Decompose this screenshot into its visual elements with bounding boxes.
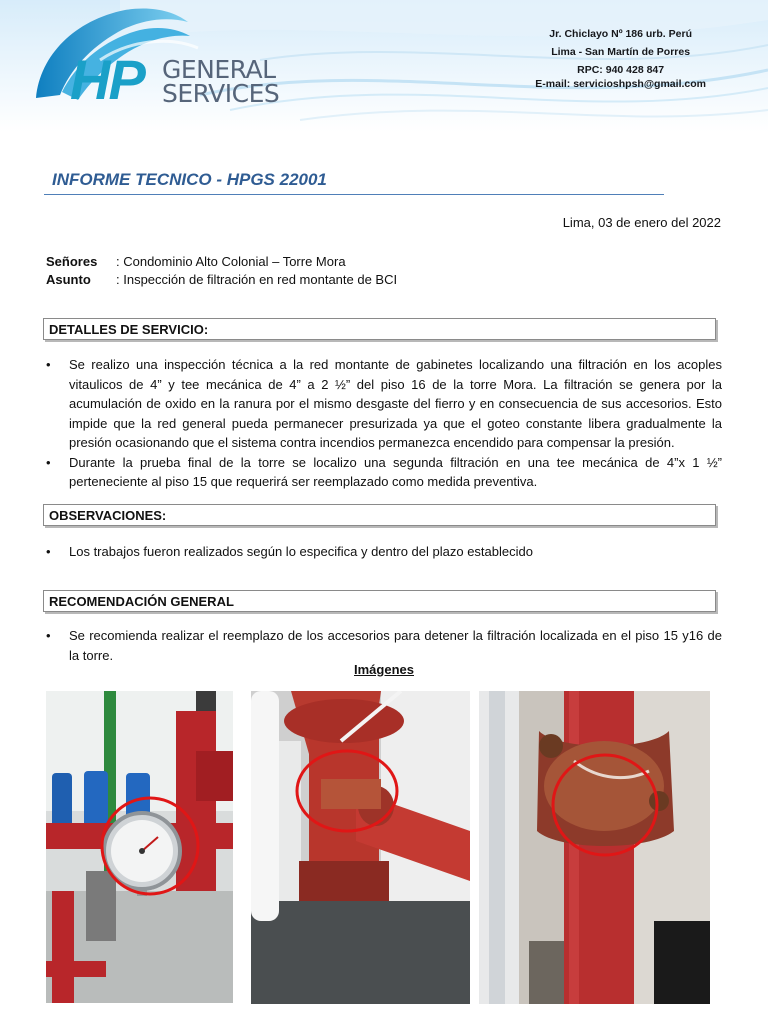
logo-company-name	[162, 55, 280, 108]
logo-line-general: GENERAL	[162, 55, 276, 84]
meta-senores	[46, 254, 346, 269]
report-date: Lima, 03 de enero del 2022	[562, 215, 721, 230]
title-divider	[44, 194, 664, 195]
contact-address: Jr. Chiclayo Nº 186 urb. Perú	[549, 28, 692, 40]
photo-coupling-filtration	[479, 691, 710, 1004]
observaciones-list	[46, 542, 722, 562]
meta-asunto	[46, 272, 397, 287]
photo-pressure-gauge	[46, 691, 233, 1003]
asunto-label: Asunto	[46, 272, 91, 287]
logo-line-services: SERVICES	[162, 79, 280, 108]
section-recomendacion-heading: RECOMENDACIÓN GENERAL	[43, 590, 716, 612]
senores-label: Señores	[46, 254, 98, 269]
senores-value: : Condominio Alto Colonial – Torre Mora	[116, 254, 346, 269]
contact-rpc: RPC: 940 428 847	[577, 64, 665, 76]
logo-hp-text: HP	[70, 48, 144, 111]
recomendacion-list	[46, 626, 722, 665]
detalles-list	[46, 355, 722, 492]
contact-city: Lima - San Martín de Porres	[551, 46, 691, 58]
contact-info	[535, 25, 706, 93]
images-heading: Imágenes	[354, 662, 414, 677]
section-detalles-heading: DETALLES DE SERVICIO:	[43, 318, 716, 340]
letterhead	[0, 0, 768, 132]
list-item: • Durante la prueba final de la torre se localizo una segunda filtración en una tee mecánica de 4”x 1 ½” perteneciente al piso 15 que requerirá ser reemplazado como medida preventiva.	[46, 453, 722, 492]
list-item: • Se recomienda realizar el reemplazo de los accesorios para detener la filtración localizada en el piso 15 y16 de la torre.	[46, 626, 722, 665]
section-observaciones-heading: OBSERVACIONES:	[43, 504, 716, 526]
report-title: INFORME TECNICO - HPGS 22001	[52, 170, 327, 189]
contact-email: E-mail: servicioshpsh@gmail.com	[535, 78, 706, 90]
list-item: • Los trabajos fueron realizados según lo especifica y dentro del plazo establecido	[46, 542, 722, 562]
asunto-value: : Inspección de filtración en red montante de BCI	[116, 272, 398, 287]
photo-tee-filtration	[251, 691, 470, 1004]
list-item: • Se realizo una inspección técnica a la red montante de gabinetes localizando una filtración en los acoples vitaulicos de 4” y tee mecánica de 4” a 2 ½” del piso 16 de la torre Mora. La filtración se genera por la acumulación de oxido en la ranura por el mismo desgaste del fierro y en consecuencia de sus accesorios. Esto impide que la red general pueda permanecer presurizada ya que el goteo constante libera gradualmente la presión ocasionando que el sistema contra incendios permanezca encendido para compensar la presión.	[46, 355, 722, 453]
